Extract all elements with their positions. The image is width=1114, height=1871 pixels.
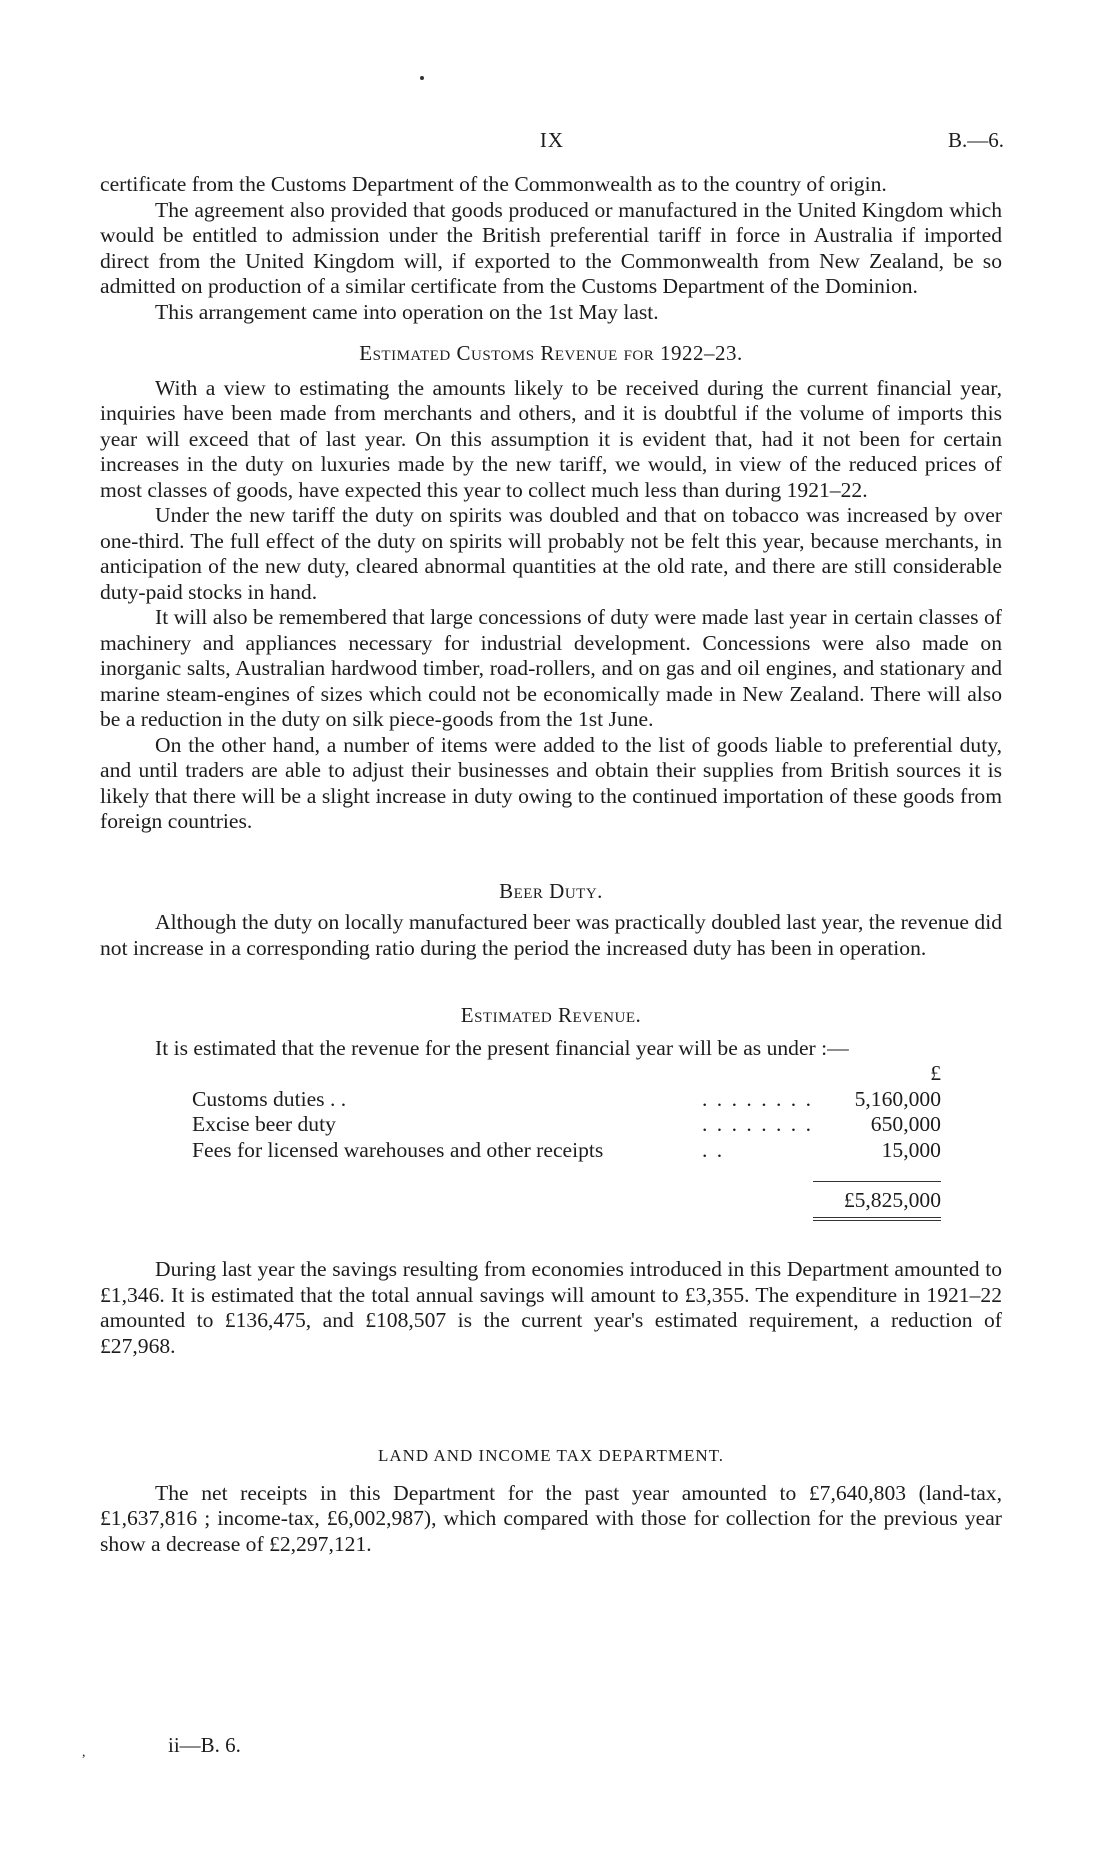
revenue-table — [192, 1061, 941, 1221]
heading-estimated-revenue: Estimated Revenue. — [460, 1003, 642, 1027]
table-row — [192, 1087, 941, 1113]
paragraph-revenue-intro: It is estimated that the revenue for the present financial year will be as under :— — [155, 1035, 849, 1060]
paragraph-concessions: It will also be remembered that large concessions of duty were made last year in certain classes of machinery and appliances necessary for industrial development. Concessions were also made on inorganic salts, Australian hardwood timber, road-rollers, and on gas and oil engines, and stationary and marine steam-engines of sizes which could not be economically made in New Zealand. There will also be a reduction in the duty on silk piece-goods from the 1st June. — [100, 605, 1002, 731]
leader-dots: . . . . . . . . — [702, 1112, 813, 1136]
revenue-item-label: Fees for licensed warehouses and other receipts — [192, 1137, 604, 1162]
document-body — [100, 172, 1002, 1557]
leader-dots: . . — [702, 1137, 725, 1162]
table-row — [192, 1138, 941, 1164]
document-reference: B.—6. — [947, 128, 1004, 152]
paragraph-savings: During last year the savings resulting from economies introduced in this Department amounted to £1,346. It is estimated that the total annual savings will amount to £3,355. The expenditure in 1921–22 amounted to £136,475, and £108,507 is the current year's estimated requirement, a reduction of £27,968. — [100, 1257, 1002, 1358]
heading-beer-duty: Beer Duty. — [499, 878, 603, 903]
heading-land-income-tax: LAND AND INCOME TAX DEPARTMENT. — [377, 1446, 725, 1465]
revenue-item-label: Customs duties . . — [192, 1086, 347, 1111]
leader-dots: . . . . . . . . — [702, 1086, 813, 1111]
heading-estimated-customs-revenue: Estimated Customs Revenue for 1922–23. — [359, 341, 743, 365]
paragraph-preferential-duty: On the other hand, a number of items were added to the list of goods liable to preferential duty, and until traders are able to adjust their businesses and obtain their supplies from British sources it is likely that there will be a slight increase in duty owing to the continued importation of these goods from foreign countries. — [100, 732, 1002, 833]
paragraph-beer-duty: Although the duty on locally manufactured beer was practically doubled last year, the revenue did not increase in a corresponding ratio during the period the increased duty has been in operation. — [100, 910, 1002, 960]
revenue-item-amount: 15,000 — [881, 1137, 941, 1162]
currency-symbol: £ — [930, 1061, 941, 1085]
page-number: IX — [539, 128, 565, 152]
revenue-item-label: Excise beer duty — [192, 1112, 336, 1136]
revenue-currency-row — [192, 1061, 941, 1087]
print-speck — [420, 76, 424, 80]
paragraph-agreement: The agreement also provided that goods produced or manufactured in the United Kingdom which would be entitled to admission under the British preferential tariff in force in Australia if imported direct from the United Kingdom will, if exported to the Commonwealth from New Zealand, be so admitted on production of a similar certificate from the Customs Department of the Dominion. — [100, 197, 1002, 298]
paragraph-arrangement: This arrangement came into operation on the 1st May last. — [155, 299, 659, 324]
paragraph-new-tariff: Under the new tariff the duty on spirits was doubled and that on tobacco was increased by over one-third. The full effect of the duty on spirits will probably not be felt this year, because merchants, in anticipation of the new duty, cleared abnormal quantities at the old rate, and there are still considerable duty-paid stocks in hand. — [100, 503, 1002, 604]
paragraph-land-income-tax: The net receipts in this Department for the past year amounted to £7,640,803 (land-tax, £1,637,816 ; income-tax, £6,002,987), which compared with those for collection for the previous year show a decrease of £2,297,121. — [100, 1480, 1002, 1556]
revenue-total-row — [192, 1181, 941, 1219]
table-row — [192, 1112, 941, 1138]
paragraph-certificate: certificate from the Customs Department of the Commonwealth as to the country of origin. — [100, 172, 887, 196]
revenue-item-amount: 650,000 — [870, 1112, 941, 1136]
page-header — [100, 128, 1004, 158]
paragraph-customs-estimate: With a view to estimating the amounts likely to be received during the current financial year, inquiries have been made from merchants and others, and it is doubtful if the volume of imports this year will exceed that of last year. On this assumption it is evident that, had it not been for certain increases in the duty on luxuries made by the new tariff, we would, in view of the reduced prices of most classes of goods, have expected this year to collect much less than during 1921–22. — [100, 375, 1002, 502]
revenue-item-amount: 5,160,000 — [854, 1086, 941, 1111]
revenue-total: £5,825,000 — [813, 1181, 941, 1219]
margin-mark: , — [82, 1745, 86, 1760]
page-signature: ii—B. 6. — [168, 1733, 241, 1757]
